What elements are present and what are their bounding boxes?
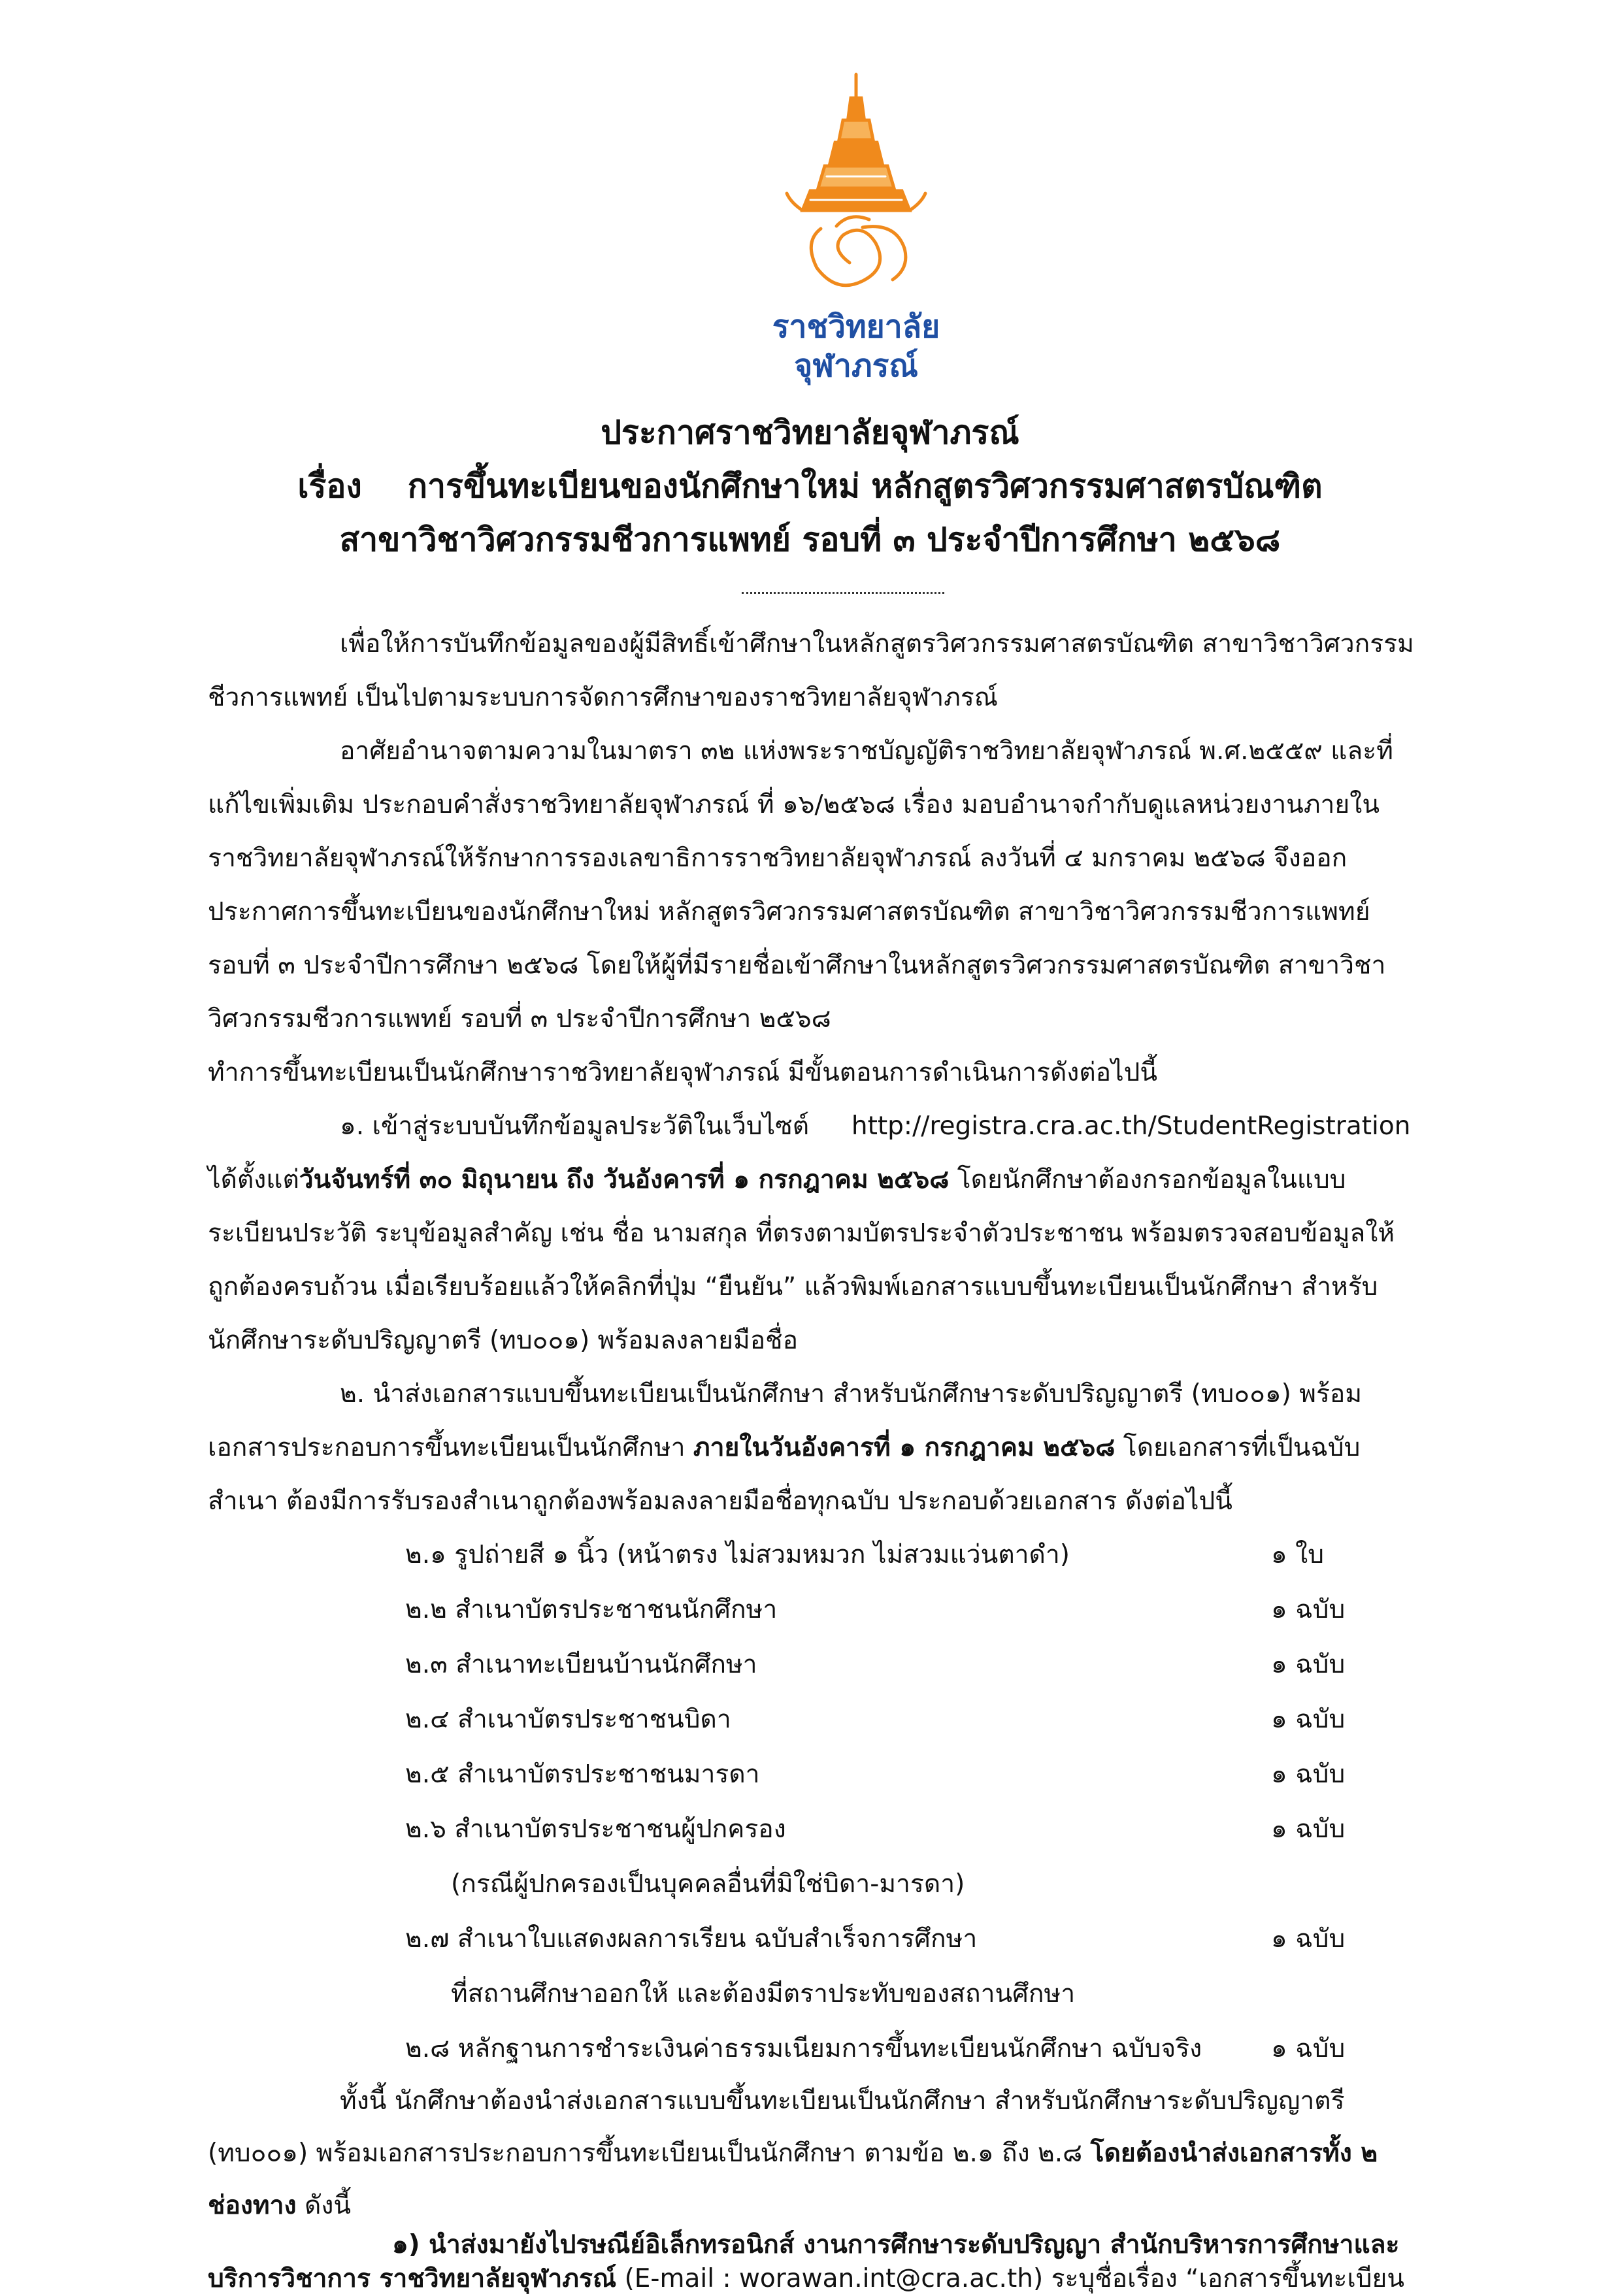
channel-1-org: บริการวิชาการ ราชวิทยาลัยจุฬาภรณ์ [208, 2264, 617, 2293]
paragraph-4-emphasis: โดยต้องนำส่งเอกสารทั้ง ๒ [1090, 2139, 1378, 2168]
paragraph-3: ทำการขึ้นทะเบียนเป็นนักศึกษาราชวิทยาลัยจุฬาภรณ์ มีขั้นตอนการดำเนินการดังต่อไปนี้ [208, 1058, 1158, 1087]
step-1-dates: วันจันทร์ที่ ๓๐ มิถุนายน ถึง วันอังคารที่ ๑ กรกฎาคม ๒๕๖๘ [299, 1165, 950, 1194]
logo-text-line2: จุฬาภรณ์ [794, 348, 918, 384]
step-2-line-2-prefix: เอกสารประกอบการขึ้นทะเบียนเป็นนักศึกษา [208, 1433, 686, 1462]
paragraph-4-line-2-text: (ทบ๐๐๑) พร้อมเอกสารประกอบการขึ้นทะเบียนเป็นนักศึกษา ตามข้อ ๒.๑ ถึง ๒.๘ [208, 2139, 1083, 2168]
subject-line-2: สาขาวิชาวิศวกรรมชีวการแพทย์ รอบที่ ๓ ประจำปีการศึกษา ๒๕๖๘ [339, 521, 1281, 559]
document-qty: ๑ ฉบับ [1271, 1595, 1346, 1624]
document-qty: ๑ ฉบับ [1271, 1924, 1346, 1954]
paragraph-2-line-6: วิศวกรรมชีวการแพทย์ รอบที่ ๓ ประจำปีการศึกษา ๒๕๖๘ [208, 1004, 831, 1034]
channel-1-email-text: (E-mail : worawan.int@cra.ac.th) ระบุชื่อเรื่อง “เอกสารขึ้นทะเบียน [624, 2264, 1405, 2293]
document-item: ๒.๗ สำเนาใบแสดงผลการเรียน ฉบับสำเร็จการศึกษา [405, 1924, 978, 1954]
channel-1-line-2 [208, 2262, 1404, 2296]
college-emblem-icon [765, 72, 948, 301]
paragraph-1-line-2: ชีวการแพทย์ เป็นไปตามระบบการจัดการศึกษาของราชวิทยาลัยจุฬาภรณ์ [208, 683, 998, 712]
document-item-note: (กรณีผู้ปกครองเป็นบุคคลอื่นที่มิใช่บิดา-มารดา) [451, 1869, 965, 1899]
step-1-line-2-prefix: ได้ตั้งแต่ [208, 1165, 299, 1194]
paragraph-2-line-4: ประกาศการขึ้นทะเบียนของนักศึกษาใหม่ หลักสูตรวิศวกรรมศาสตรบัณฑิต สาขาวิชาวิศวกรรมชีวการแพทย์ [208, 897, 1370, 927]
paragraph-4-line-2 [208, 2137, 1378, 2171]
paragraph-1-line-1: เพื่อให้การบันทึกข้อมูลของผู้มีสิทธิ์เข้าศึกษาในหลักสูตรวิศวกรรมศาสตรบัณฑิต สาขาวิชาวิศวกรรม [340, 629, 1414, 659]
channel-1-line-1: ๑) นำส่งมายังไปรษณีย์อิเล็กทรอนิกส์ งานการศึกษาระดับปริญญา สำนักบริหารการศึกษาและ [392, 2230, 1400, 2259]
step-2-line-3: สำเนา ต้องมีการรับรองสำเนาถูกต้องพร้อมลงลายมือชื่อทุกฉบับ ประกอบด้วยเอกสาร ดังต่อไปนี้ [208, 1486, 1232, 1516]
paragraph-2-line-3: ราชวิทยาลัยจุฬาภรณ์ให้รักษาการรองเลขาธิการราชวิทยาลัยจุฬาภรณ์ ลงวันที่ ๔ มกราคม ๒๕๖๘ จึงออก [208, 844, 1347, 873]
announcement-title: ประกาศราชวิทยาลัยจุฬาภรณ์ [601, 414, 1019, 451]
document-qty: ๑ ใบ [1271, 1540, 1324, 1569]
step-1-line-3: ระเบียนประวัติ ระบุข้อมูลสำคัญ เช่น ชื่อ นามสกุล ที่ตรงตามบัตรประจำตัวประชาชน พร้อมตรวจสอบข้อมูลให้ [208, 1219, 1395, 1248]
step-1-line-2 [208, 1163, 1346, 1197]
separator-dots [742, 592, 944, 594]
document-qty: ๑ ฉบับ [1271, 1650, 1346, 1679]
step-1-line-1 [340, 1109, 1410, 1143]
paragraph-2-line-5: รอบที่ ๓ ประจำปีการศึกษา ๒๕๖๘ โดยให้ผู้ที่มีรายชื่อเข้าศึกษาในหลักสูตรวิศวกรรมศาสตรบัณฑิต สาขาวิชา [208, 951, 1386, 980]
document-item: ๒.๓ สำเนาทะเบียนบ้านนักศึกษา [405, 1650, 757, 1679]
document-item-note: ที่สถานศึกษาออกให้ และต้องมีตราประทับของสถานศึกษา [451, 1979, 1076, 2009]
paragraph-4-channels: ช่องทาง [208, 2191, 297, 2220]
step-1-line-2-suffix: โดยนักศึกษาต้องกรอกข้อมูลในแบบ [957, 1165, 1346, 1194]
document-item: ๒.๒ สำเนาบัตรประชาชนนักศึกษา [405, 1595, 778, 1624]
paragraph-4-line-3 [208, 2189, 351, 2223]
document-item: ๒.๖ สำเนาบัตรประชาชนผู้ปกครอง [405, 1814, 786, 1844]
registration-url-link[interactable]: http://registra.cra.ac.th/StudentRegistration [851, 1111, 1411, 1141]
step-2-deadline: ภายในวันอังคารที่ ๑ กรกฎาคม ๒๕๖๘ [693, 1433, 1116, 1462]
step-1-line-4: ถูกต้องครบถ้วน เมื่อเรียบร้อยแล้วให้คลิกที่ปุ่ม “ยืนยัน” แล้วพิมพ์เอกสารแบบขึ้นทะเบียนเป็นนักศึกษา สำหรับ [208, 1272, 1378, 1302]
document-item: ๒.๘ หลักฐานการชำระเงินค่าธรรมเนียมการขึ้นทะเบียนนักศึกษา ฉบับจริง [405, 2034, 1202, 2063]
document-qty: ๑ ฉบับ [1271, 2034, 1346, 2063]
document-qty: ๑ ฉบับ [1271, 1760, 1346, 1789]
paragraph-2-line-2: แก้ไขเพิ่มเติม ประกอบคำสั่งราชวิทยาลัยจุฬาภรณ์ ที่ ๑๖/๒๕๖๘ เรื่อง มอบอำนาจกำกับดูแลหน่วยงานภายใน [208, 790, 1380, 819]
step-1-line-5: นักศึกษาระดับปริญญาตรี (ทบ๐๐๑) พร้อมลงลายมือชื่อ [208, 1326, 799, 1355]
document-item: ๒.๕ สำเนาบัตรประชาชนมารดา [405, 1760, 760, 1789]
step-1-text: ๑. เข้าสู่ระบบบันทึกข้อมูลประวัติในเว็บไซต์ [340, 1111, 810, 1141]
paragraph-4-line-1: ทั้งนี้ นักศึกษาต้องนำส่งเอกสารแบบขึ้นทะเบียนเป็นนักศึกษา สำหรับนักศึกษาระดับปริญญาตรี [340, 2086, 1345, 2116]
step-2-line-2 [208, 1431, 1360, 1465]
subject-label: เรื่อง [297, 467, 362, 505]
paragraph-2-line-1: อาศัยอำนาจตามความในมาตรา ๓๒ แห่งพระราชบัญญัติราชวิทยาลัยจุฬาภรณ์ พ.ศ.๒๕๕๙ และที่ [340, 736, 1393, 766]
document-item: ๒.๔ สำเนาบัตรประชาชนบิดา [405, 1705, 731, 1734]
logo-text-line1: ราชวิทยาลัย [772, 308, 940, 345]
subject-text-1: การขึ้นทะเบียนของนักศึกษาใหม่ หลักสูตรวิศวกรรมศาสตรบัณฑิต [407, 467, 1323, 505]
document-qty: ๑ ฉบับ [1271, 1814, 1346, 1844]
document-item: ๒.๑ รูปถ่ายสี ๑ นิ้ว (หน้าตรง ไม่สวมหมวก ไม่สวมแว่นตาดำ) [405, 1540, 1070, 1569]
paragraph-4-line-3-suffix: ดังนี้ [305, 2191, 352, 2220]
document-qty: ๑ ฉบับ [1271, 1705, 1346, 1734]
step-2-line-1: ๒. นำส่งเอกสารแบบขึ้นทะเบียนเป็นนักศึกษา สำหรับนักศึกษาระดับปริญญาตรี (ทบ๐๐๑) พร้อม [340, 1379, 1363, 1409]
subject-line-1 [131, 465, 1489, 507]
step-2-line-2-suffix: โดยเอกสารที่เป็นฉบับ [1123, 1433, 1361, 1462]
